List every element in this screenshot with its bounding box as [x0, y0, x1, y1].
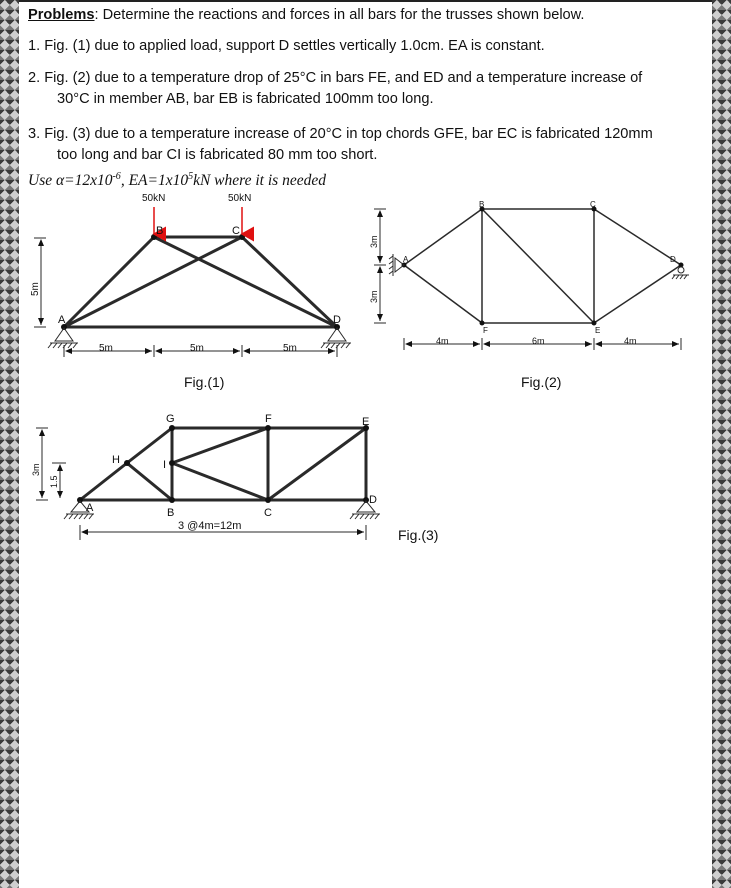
fig2-dim-upper: 3m [369, 235, 379, 248]
fig1-height-label: 5m [30, 282, 41, 296]
fig3-node-d: D [369, 494, 377, 506]
fig2-node-f: F [483, 326, 488, 335]
fig3-joint-a [77, 497, 83, 503]
problems-heading: Problems [28, 7, 95, 23]
fig3-node-h: H [112, 454, 120, 466]
fig1-node-a: A [58, 314, 66, 326]
fig1-span-3: 5m [283, 343, 297, 354]
alpha-exponent: -6 [112, 171, 121, 182]
fig1-labels [30, 193, 341, 390]
fig3-bar-ce [268, 428, 366, 500]
constants-ea: , EA=1x10 [120, 172, 189, 190]
figure-1 [34, 207, 351, 357]
fig3-node-c: C [264, 507, 272, 519]
fig2-node-e: E [595, 326, 601, 335]
fig3-height-label: 3m [31, 463, 41, 476]
fig2-span-1: 4m [436, 336, 449, 346]
fig1-load-label-b: 50kN [142, 193, 166, 204]
fig3-node-a: A [86, 502, 94, 514]
fig3-joints [77, 425, 369, 503]
fig1-node-b: B [156, 225, 164, 237]
fig1-node-c: C [232, 225, 240, 237]
problem-2-line-2: 30°C in member AB, bar EB is fabricated 100mm too long. [57, 91, 434, 107]
fig2-node-d: D [670, 255, 676, 264]
problem-1: 1. Fig. (1) due to applied load, support D settles vertically 1.0cm. EA is constant. [28, 38, 545, 54]
fig2-bar-be [482, 209, 594, 323]
fig1-joints [61, 234, 340, 330]
fig3-bar-if [172, 428, 268, 463]
fig1-span-1: 5m [99, 343, 113, 354]
problems-intro-text: : Determine the reactions and forces in all bars for the trusses shown below. [94, 7, 585, 23]
fig3-span-label: 3 @4m=12m [178, 520, 242, 532]
fig3-joint-b [169, 497, 175, 503]
fig3-bar-ah [80, 463, 127, 500]
ea-exponent: 5 [188, 171, 194, 182]
constants-suffix: kN where it is needed [193, 172, 326, 190]
fig1-caption: Fig.(1) [184, 374, 225, 390]
fig3-joint-f [265, 425, 271, 431]
fig2-node-c: C [590, 200, 596, 209]
fig2-joint-e [592, 321, 597, 326]
fig3-node-g: G [166, 413, 175, 425]
fig2-span-3: 4m [624, 336, 637, 346]
fig3-joint-g [169, 425, 175, 431]
fig1-node-d: D [333, 314, 341, 326]
fig3-node-f: F [265, 413, 272, 425]
fig2-joints [402, 207, 684, 326]
fig3-labels [31, 413, 438, 543]
fig3-node-e: E [362, 416, 370, 428]
fig2-dim-lower: 3m [369, 290, 379, 303]
problem-2-line-1: 2. Fig. (2) due to a temperature drop of 25°C in bars FE, and ED and a temperature increase of [28, 70, 643, 86]
fig1-bar-ac [64, 237, 242, 327]
fig2-node-b: B [479, 200, 485, 209]
fig3-node-i: I [163, 459, 167, 471]
fig2-labels [369, 200, 676, 390]
fig2-bar-ab [404, 209, 482, 265]
fig3-bar-hg [127, 428, 172, 463]
fig1-load-label-c: 50kN [228, 193, 252, 204]
fig3-bar-ic [172, 463, 268, 500]
fig1-span-2: 5m [190, 343, 204, 354]
fig1-members [64, 237, 337, 327]
problem-3-line-2: too long and bar CI is fabricated 80 mm too short. [57, 147, 378, 163]
fig1-support-a [48, 328, 78, 348]
fig1-bar-cd [242, 237, 337, 327]
fig2-span-2: 6m [532, 336, 545, 346]
fig3-sub-height-label: 1.5 [49, 475, 59, 488]
fig2-bar-ed [594, 265, 681, 323]
fig2-bar-af [404, 265, 482, 323]
fig3-caption: Fig.(3) [398, 527, 439, 543]
fig2-bar-cd [594, 209, 681, 265]
problem-3-line-1: 3. Fig. (3) due to a temperature increase of 20°C in top chords GFE, bar EC is fabricated 120mm [28, 126, 653, 142]
fig3-node-b: B [167, 507, 175, 519]
fig2-joint-f [480, 321, 485, 326]
fig1-bar-ab [64, 237, 154, 327]
figure-2 [374, 207, 689, 351]
fig2-caption: Fig.(2) [521, 374, 562, 390]
fig2-node-a: A [403, 255, 409, 264]
fig2-members [404, 209, 681, 323]
fig2-height-dimension [374, 209, 386, 323]
fig1-support-d [321, 328, 351, 348]
constants-alpha: Use α=12x10 [28, 172, 113, 190]
fig3-joint-c [265, 497, 271, 503]
fig3-joint-i [169, 460, 175, 466]
fig3-joint-h [124, 460, 130, 466]
fig1-bar-bd [154, 237, 337, 327]
fig3-members [80, 428, 366, 500]
